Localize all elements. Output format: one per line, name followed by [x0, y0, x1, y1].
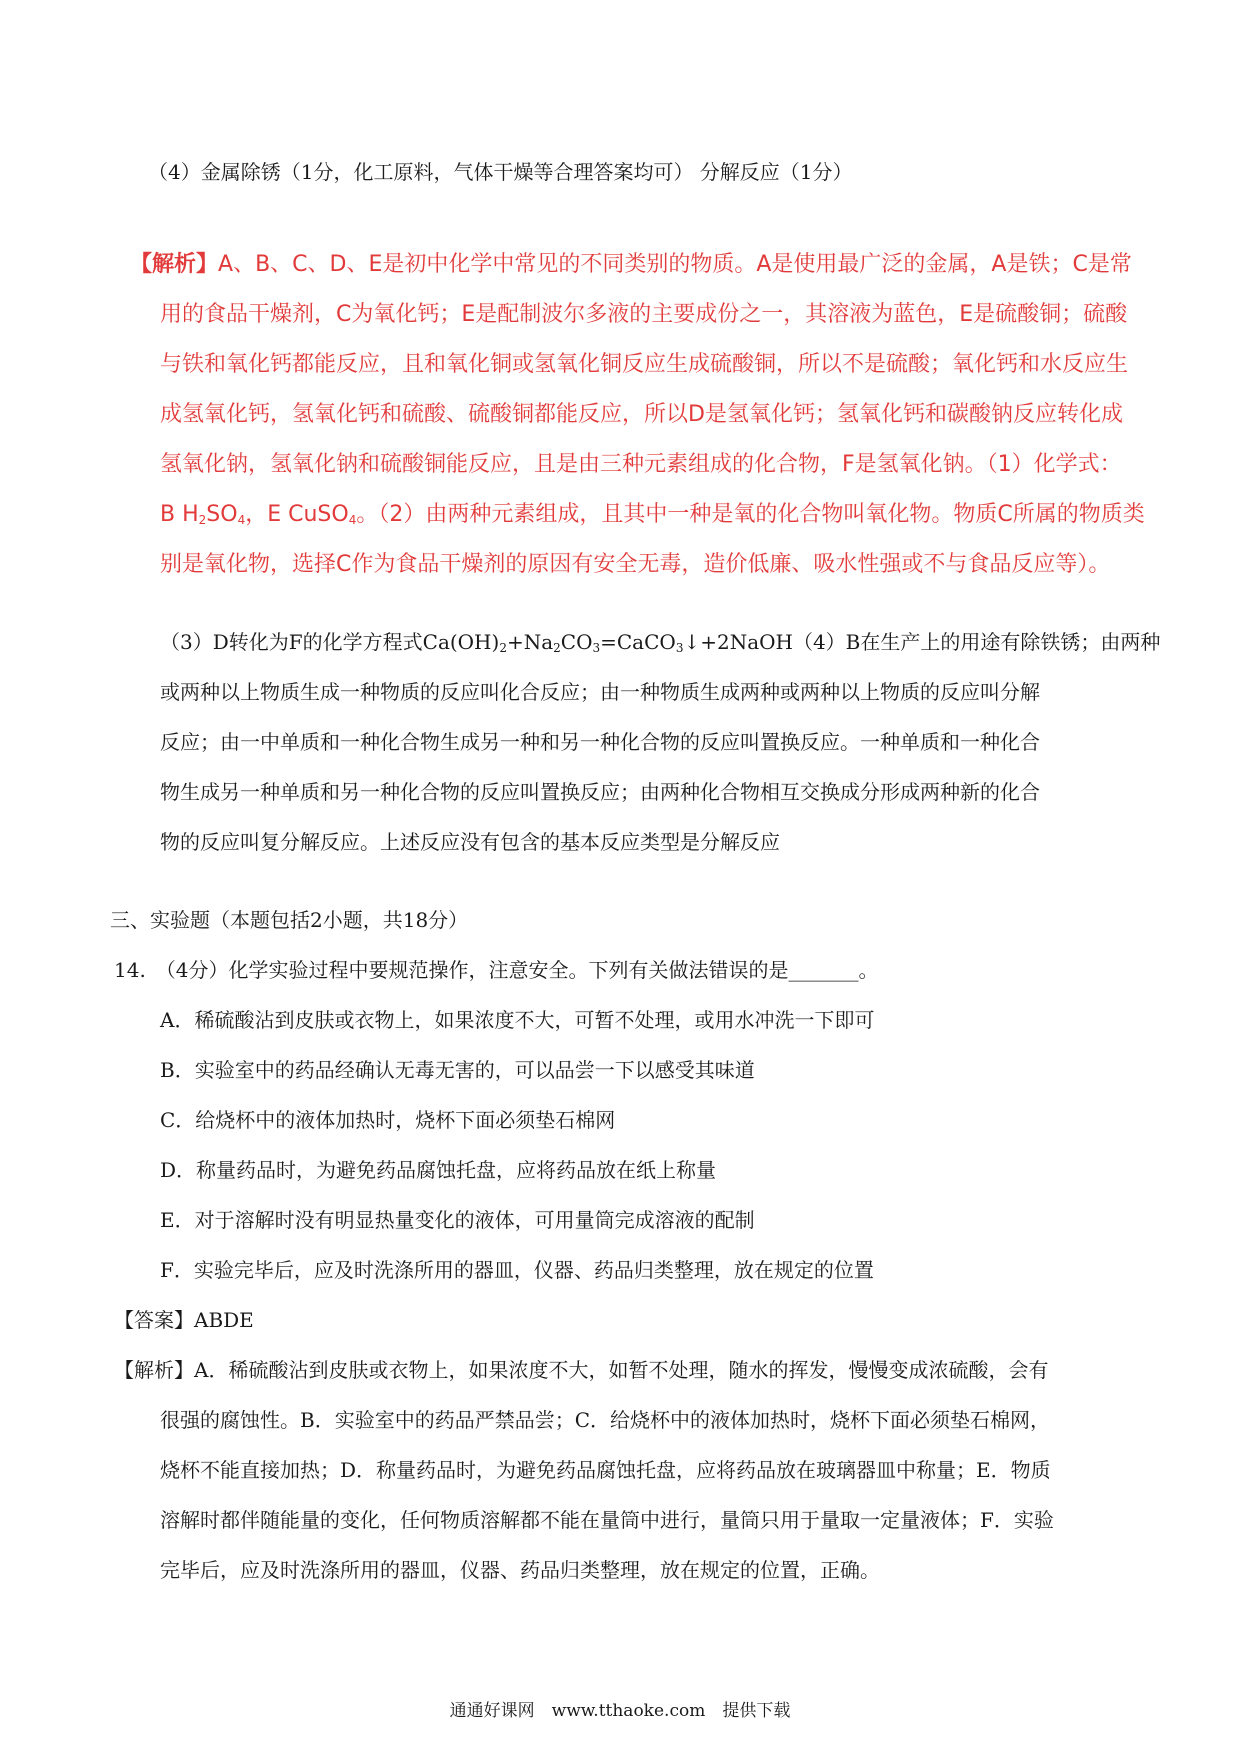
analysis-red-line-5: 氢氧化钠，氢氧化钠和硫酸铜能反应，且是由三种元素组成的化合物，F是氢氧化钠。（1）化学式：	[160, 452, 1122, 477]
q14-analysis-line-5: 完毕后，应及时洗涤所用的器皿，仪器、药品归类整理，放在规定的位置，正确。	[160, 1558, 880, 1582]
equation-text: +Na	[506, 630, 554, 654]
subscript: 2	[499, 641, 507, 655]
option-e: E．对于溶解时没有明显热量变化的液体，可用量筒完成溶液的配制	[160, 1208, 755, 1232]
equation-text: CO	[560, 630, 593, 654]
formula-text: SO	[206, 502, 238, 527]
option-c: C．给烧杯中的液体加热时，烧杯下面必须垫石棉网	[160, 1108, 616, 1132]
analysis-red-line-6	[160, 500, 1145, 530]
section-heading: 三、实验题（本题包括2小题，共18分）	[110, 908, 469, 932]
analysis-line-2: 或两种以上物质生成一种物质的反应叫化合反应；由一种物质生成两种或两种以上物质的反应叫分解	[160, 680, 1040, 704]
analysis-red-line-1	[130, 250, 1132, 280]
q14-analysis-line-2: 很强的腐蚀性。B．实验室中的药品严禁品尝；C．给烧杯中的液体加热时，烧杯下面必须垫石棉网，	[160, 1408, 1050, 1432]
formula-text: B H	[160, 502, 199, 527]
analysis-red-line-4: 成氢氧化钙，氢氧化钙和硫酸、硫酸铜都能反应，所以D是氢氧化钙；氢氧化钙和碳酸钠反应转化成	[160, 402, 1123, 427]
analysis-line-4: 物生成另一种单质和另一种化合物的反应叫置换反应；由两种化合物相互交换成分形成两种新的化合	[160, 780, 1040, 804]
answer-line: 【答案】ABDE	[114, 1308, 254, 1332]
subscript: 3	[675, 641, 684, 655]
option-a: A．稀硫酸沾到皮肤或衣物上，如果浓度不大，可暂不处理，或用水冲洗一下即可	[160, 1008, 875, 1032]
question-stem: 14. （4分）化学实验过程中要规范操作，注意安全。下列有关做法错误的是_______。	[114, 958, 879, 982]
answer-line-4: （4）金属除锈（1分，化工原料，气体干燥等合理答案均可） 分解反应（1分）	[148, 160, 853, 184]
analysis-text: ↓+2NaOH（4）B在生产上的用途有除铁锈；由两种	[683, 630, 1161, 654]
analysis-text: 。（2）由两种元素组成，且其中一种是氧的化合物叫氧化物。物质C所属的物质类	[356, 502, 1145, 527]
page-footer: 通通好课网 www.tthaoke.com 提供下载	[449, 1701, 791, 1721]
subscript: 2	[553, 641, 561, 655]
subscript: 4	[237, 513, 246, 527]
analysis-text: A、B、C、D、E是初中化学中常见的不同类别的物质。A是使用最广泛的金属，A是铁；C是常	[218, 252, 1132, 277]
q14-analysis-line-3: 烧杯不能直接加热；D．称量药品时，为避免药品腐蚀托盘，应将药品放在玻璃器皿中称量；E．物质	[160, 1458, 1051, 1482]
equation-text: =CaCO	[600, 630, 676, 654]
equation-text: （3）D转化为F的化学方程式Ca(OH)	[160, 630, 500, 654]
analysis-line-5: 物的反应叫复分解反应。上述反应没有包含的基本反应类型是分解反应	[160, 830, 780, 854]
analysis-red-line-7: 别是氧化物，选择C作为食品干燥剂的原因有安全无毒，造价低廉、吸水性强或不与食品反应等）。	[160, 552, 1111, 577]
analysis-line-3: 反应；由一中单质和一种化合物生成另一种和另一种化合物的反应叫置换反应。一种单质和一种化合	[160, 730, 1040, 754]
analysis-line-1	[160, 628, 1160, 656]
subscript: 4	[348, 513, 357, 527]
q14-analysis-line-4: 溶解时都伴随能量的变化，任何物质溶解都不能在量筒中进行，量筒只用于量取一定量液体；F．实验	[160, 1508, 1054, 1532]
option-d: D．称量药品时，为避免药品腐蚀托盘，应将药品放在纸上称量	[160, 1158, 717, 1182]
option-b: B．实验室中的药品经确认无毒无害的，可以品尝一下以感受其味道	[160, 1058, 755, 1082]
q14-analysis-line-1: 【解析】A．稀硫酸沾到皮肤或衣物上，如果浓度不大，如暂不处理，随水的挥发，慢慢变成浓硫酸，会有	[114, 1358, 1049, 1382]
analysis-red-line-2: 用的食品干燥剂，C为氧化钙；E是配制波尔多液的主要成份之一，其溶液为蓝色，E是硫酸铜；硫酸	[160, 302, 1128, 327]
analysis-label: 【解析】	[130, 252, 219, 277]
option-f: F．实验完毕后，应及时洗涤所用的器皿，仪器、药品归类整理，放在规定的位置	[160, 1258, 874, 1282]
subscript: 2	[198, 513, 207, 527]
analysis-red-line-3: 与铁和氧化钙都能反应，且和氧化铜或氢氧化铜反应生成硫酸铜，所以不是硫酸；氧化钙和水反应生	[160, 352, 1129, 377]
subscript: 3	[592, 641, 601, 655]
formula-text: ，E CuSO	[245, 502, 349, 527]
